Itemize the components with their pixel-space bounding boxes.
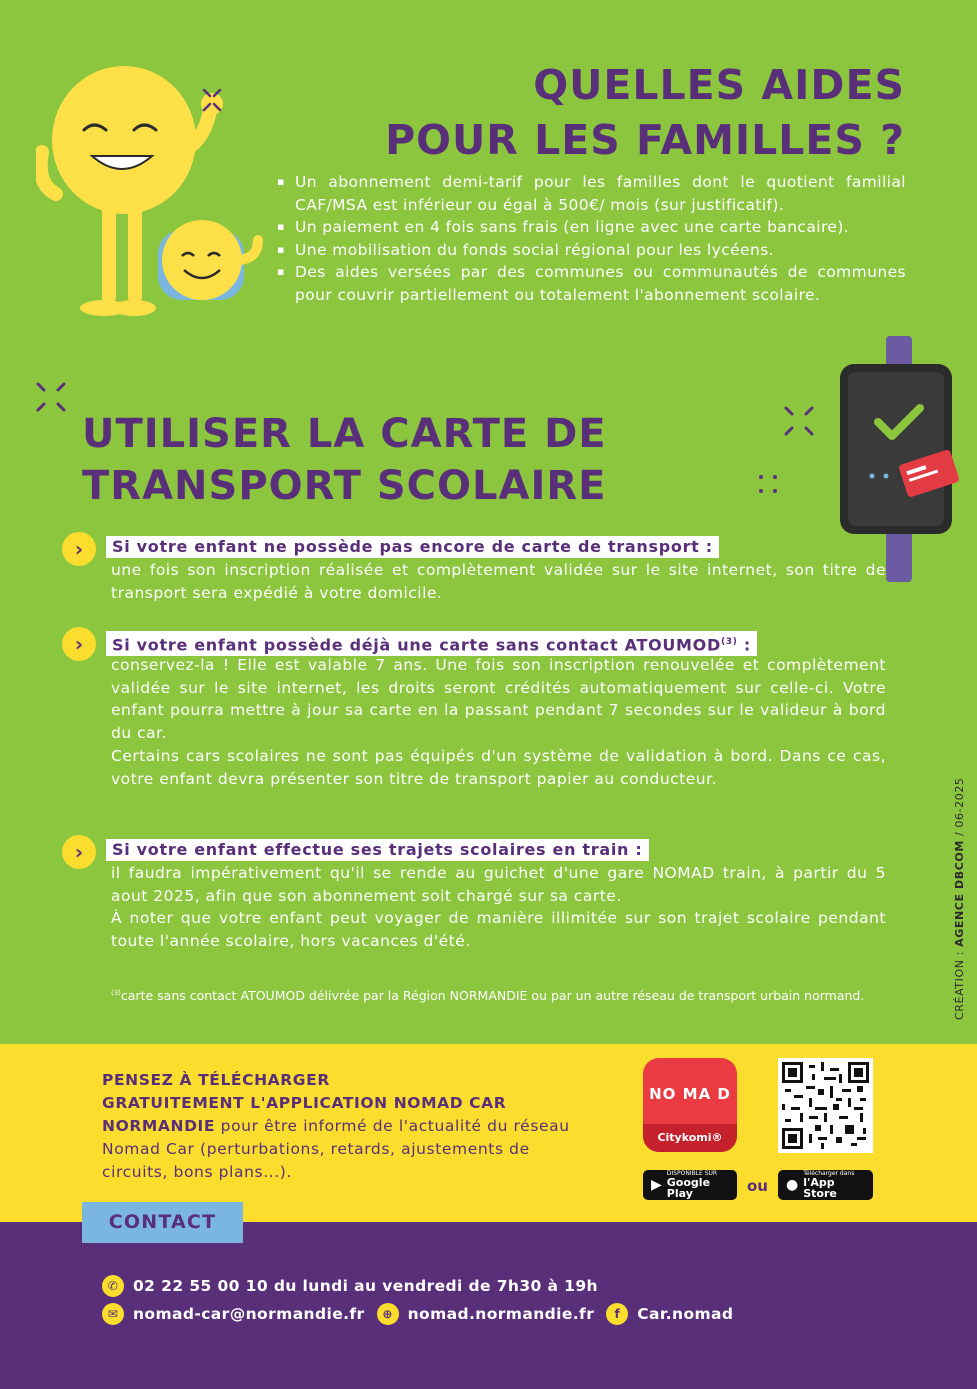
or-text: ou (747, 1177, 768, 1195)
chevron-right-icon: › (62, 627, 96, 661)
contact-tag: CONTACT (82, 1202, 243, 1243)
aides-item: ▪ Un paiement en 4 fois sans frais (en ligne avec une carte bancaire). (276, 216, 906, 239)
mail-icon: ✉ (102, 1303, 124, 1325)
sparkle-icon (34, 380, 68, 414)
block-text: il faudra impérativement qu'il se rende au guichet d'une gare NOMAD train, à partir du 5 aout 2025, afin que son abonnement soit chargé sur sa carte. À noter que votre enfant peut voyager de manière illimitée sur son trajet scolaire pendant toute l'année scolaire, hors vacances d'été. (111, 864, 886, 951)
aides-list (276, 171, 906, 306)
info-block (62, 532, 892, 607)
google-play-icon: ▶ (651, 1177, 662, 1193)
app-store-button[interactable]: ● Télécharger dans l'App Store (778, 1170, 873, 1200)
aides-item: ▪ Un abonnement demi-tarif pour les familles dont le quotient familial CAF/MSA est inférieur ou égal à 500€/ mois (sur justificatif). (276, 171, 906, 216)
block-heading: Si votre enfant ne possède pas encore de carte de transport : (106, 536, 719, 558)
app-promo-text: PENSEZ À TÉLÉCHARGER GRATUITEMENT L'APPLICATION NOMAD CAR NORMANDIE pour être informé de l'actualité du réseau Nomad Car (perturbations, retards, ajustements de circuits, bons plans...). (102, 1071, 570, 1181)
block-heading: Si votre enfant effectue ses trajets scolaires en train : (106, 839, 649, 861)
info-block (62, 835, 892, 980)
email-link[interactable]: nomad-car@normandie.fr (133, 1305, 365, 1323)
qr-code (778, 1058, 873, 1153)
phone-icon: ✆ (102, 1275, 124, 1297)
carte-title: UTILISER LA CARTE DE TRANSPORT SCOLAIRE (82, 411, 607, 509)
nomad-app-icon[interactable]: NO MA D Citykomi® (643, 1058, 737, 1152)
info-block (62, 627, 892, 817)
block-heading: Si votre enfant possède déjà une carte sans contact ATOUMOD$^{(3)}$ : (106, 631, 757, 656)
footnote: $^{(3)}$carte sans contact ATOUMOD délivrée par la Région NORMANDIE ou par un autre réseau de transport urbain normand. (111, 988, 865, 1004)
chevron-right-icon: › (62, 532, 96, 566)
apple-icon: ● (786, 1177, 799, 1193)
facebook-link[interactable]: Car.nomad (637, 1305, 734, 1323)
aides-item: ▪ Une mobilisation du fonds social régional pour les lycéens. (276, 239, 906, 262)
block-text: conservez-la ! Elle est valable 7 ans. Une fois son inscription renouvelée et complètement validée sur le site internet, les droits seront crédités automatiquement sur celle-ci. Votre enfant pourra mettre à jour sa carte en la passant pendant 7 secondes sur le valideur à bord du car. Certains cars scolaires ne sont pas équipés d'un système de validation à bord. Dans ce cas, votre enfant devra présenter son titre de transport papier au conducteur. (111, 656, 886, 788)
credit-text: CRÉATION : AGENCE DBCOM / 06-2025 (953, 777, 966, 1020)
phone-text[interactable]: 02 22 55 00 10 du lundi au vendredi de 7h30 à 19h (133, 1277, 598, 1295)
google-play-button[interactable]: ▶ DISPONIBLE SUR Google Play (643, 1170, 737, 1200)
aides-item: ▪ Des aides versées par des communes ou communautés de communes pour couvrir partiellement ou totalement l'abonnement scolaire. (276, 261, 906, 306)
block-text: une fois son inscription réalisée et complètement validée sur le site internet, son titre de transport sera expédié à votre domicile. (111, 561, 886, 602)
facebook-icon: f (606, 1303, 628, 1325)
chevron-right-icon: › (62, 835, 96, 869)
website-link[interactable]: nomad.normandie.fr (407, 1305, 595, 1323)
mascots-illustration (36, 64, 276, 324)
globe-icon: ⊕ (377, 1303, 399, 1325)
contact-phone-row (102, 1275, 598, 1297)
sparkle-icon (782, 404, 816, 438)
aides-title: QUELLES AIDES POUR LES FAMILLES ? (385, 61, 905, 164)
sparkle-icon (756, 472, 780, 496)
contact-links-row (102, 1303, 733, 1325)
